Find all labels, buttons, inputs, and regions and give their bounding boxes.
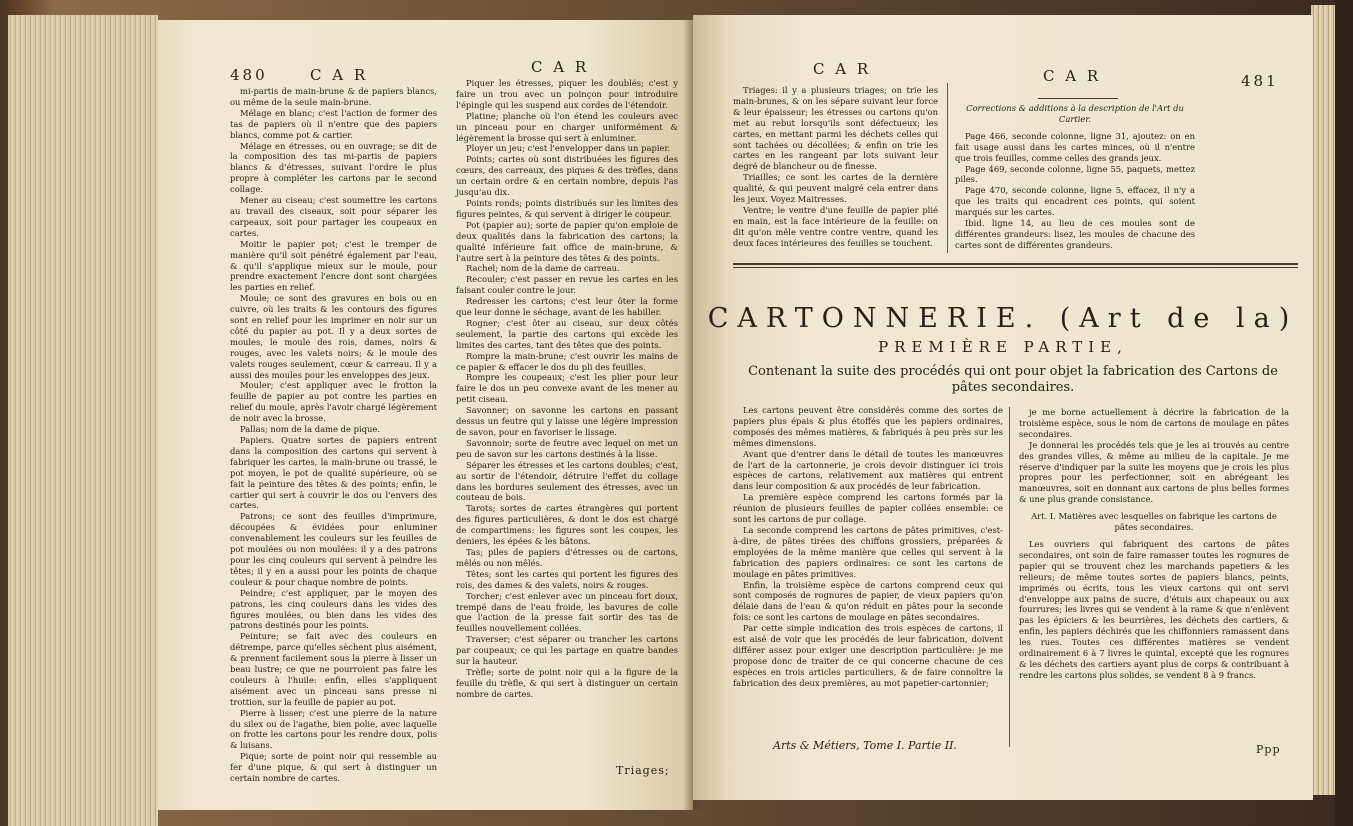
section-title: CARTONNERIE. (Art de la) bbox=[707, 303, 1299, 334]
entry: Têtes; sont les cartes qui portent les figures des rois, des dames & des valets, noirs & rouges. bbox=[456, 568, 678, 590]
running-head-right-1: C A R bbox=[813, 60, 872, 78]
right-page bbox=[693, 15, 1313, 800]
correction: Page 470, seconde colonne, ligne 5, effacez, il n'y a que les traits qui encadrent ces points, qui soient marqués sur les cartes. bbox=[955, 185, 1195, 218]
entry: Triailles; ce sont les cartes de la dernière qualité, & qui peuvent malgré cela entrer dans les jeux. Voyez Maitresses. bbox=[733, 172, 938, 205]
entry: Ployer un jeu; c'est l'envelopper dans un papier. bbox=[466, 143, 671, 154]
corrections-rule bbox=[1038, 98, 1118, 99]
signature-mark: Ppp bbox=[1256, 743, 1281, 756]
entry: mi-partis de main-brune & de papiers blancs, ou même de la seule main-brune. bbox=[230, 86, 437, 107]
entry: Rogner; c'est ôter au ciseau, sur deux côtés seulement, la partie des cartons qui excède les limites des cartes, tant des têtes que des points. bbox=[456, 317, 678, 350]
section-rule-thick bbox=[733, 263, 1298, 265]
running-head-left: C A R bbox=[310, 66, 369, 84]
body-column-1 bbox=[733, 405, 1003, 689]
entry: Savonner; on savonne les cartons en passant dessus un feutre qui y laisse une légère impression de savon, pour en favoriser le lissage. bbox=[456, 405, 678, 437]
running-head-right-2: C A R bbox=[1043, 67, 1102, 85]
entry: Savonnoir; sorte de feutre avec lequel on met un peu de savon sur les cartons destinés à la lisse. bbox=[456, 437, 678, 459]
entry: Moitir le papier pot; c'est le tremper de manière qu'il soit pénétré également par l'eau, & qu'il s'applique mieux sur le moule, pour prendre exactement l'encre dont sont chargées les parties en relief. bbox=[230, 238, 437, 293]
page-edges-left bbox=[8, 15, 158, 826]
entry: Moule; ce sont des gravures en bois ou en cuivre, où les traits & les contours des figures sont en relief pour les imprimer en noir sur un côté du papier au pot. Il y a deux sortes de moules, le moule des rois, dames, noirs & rouges, avec les valets noirs; & le moule des valets rouges seulement, cœur & carreau. Il y a aussi des moules pour les enveloppes des jeux. bbox=[230, 293, 437, 380]
page-number-right: 481 bbox=[1241, 72, 1279, 90]
section-subtitle: PREMIÈRE PARTIE, bbox=[878, 338, 1128, 356]
left-page bbox=[158, 20, 693, 810]
entry: Pique; sorte de point noir qui ressemble au fer d'une pique, & qui sert à distinguer un certain nombre de cartes. bbox=[230, 751, 437, 784]
entry: Platine; planche où l'on étend les couleurs avec un pinceau pour en charger uniformément & légèrement la brosse qui sert à enluminer. bbox=[456, 110, 678, 143]
article-heading: Art. I. Matières avec lesquelles on fabrique les cartons de pâtes secondaires. bbox=[1031, 511, 1277, 533]
paragraph: La première espèce comprend les cartons formés par la réunion de plusieurs feuilles de papier collées ensemble: ce sont les cartons de pur collage. bbox=[733, 492, 1003, 525]
entry: Peindre; c'est appliquer, par le moyen des patrons, les cinq couleurs dans les vides des figures moulées, ou bien dans les vides des patrons destinés pour les points. bbox=[230, 587, 437, 631]
entry: Points; cartes où sont distribuées les figures des cœurs, des carreaux, des piques & des trèfles, dans un certain ordre & en certain nombre, depuis l'as jusqu'au dix. bbox=[456, 154, 678, 198]
entry: Redresser les cartons; c'est leur ôter la forme que leur donne le séchage, avant de les habiller. bbox=[456, 296, 678, 318]
paragraph: Par cette simple indication des trois espèces de cartons, il est aisé de voir que les procédés de leur fabrication, doivent différer assez pour exiger une description particulière: je me propose donc de traiter de ce qui concerne chacune de ces espèces en trois articles particuliers, & de faire connoître la fabrication des deux premières, au mot papetier-cartonnier; bbox=[733, 623, 1003, 688]
entry: Ventre; le ventre d'une feuille de papier plié en main, est la face intérieure de la feuille: on dit qu'on mêle ventre contre ventre, quand les deux faces intérieures des feuilles se touchent. bbox=[733, 204, 938, 248]
entry: Pot (papier au); sorte de papier qu'on emploie de deux qualités dans la fabrication des cartons; la qualité inférieure fait office de main-brune, & l'autre sert à la peinture des têtes & des points. bbox=[456, 219, 678, 263]
entry: Rompre la main-brune; c'est ouvrir les mains de ce papier & effacer le dos du pli des feuilles. bbox=[456, 350, 678, 372]
entry: Séparer les étresses et les cartons doubles; c'est, au sortir de l'étendoir, détruire l'effet du collage dans les bordures seulement des étresses, avec un couteau de bois. bbox=[456, 459, 678, 503]
paragraph: Enfin, la troisième espèce de cartons comprend ceux qui sont composés de rognures de papier, de vieux papiers qu'on délaie dans de l'eau & qu'on réduit en pâtes pour la seconde fois: ce sont les cartons de moulage en pâtes secondaires. bbox=[733, 579, 1003, 623]
entry: Rachel; nom de la dame de carreau. bbox=[466, 263, 620, 274]
entry: Peinture; se fait avec des couleurs en détrempe, parce qu'elles sèchent plus aisément, & prennent facilement sous la pierre à lisser un beau lustre; ce que ne pourroient pas faire les couleurs à l'huile: enfin, elles s'appliquent aisément avec un pinceau sans presse ni trottion, sur la feuille de papier au pot. bbox=[230, 631, 437, 707]
footer-note: Arts & Métiers, Tome I. Partie II. bbox=[773, 739, 957, 752]
running-head-center: C A R bbox=[531, 58, 590, 76]
entry: Mener au ciseau; c'est soumettre les cartons au travail des ciseaux, soit pour séparer les carpeaux, soit pour partager les coupeaux en cartes. bbox=[230, 195, 437, 238]
paragraph: Les ouvriers qui fabriquent des cartons de pâtes secondaires, ont soin de faire ramasser toutes les rognures de papier qui se trouvent chez les marchands papetiers & les relieurs; de même toutes sortes de papiers blancs, peints, imprimés ou écrits, tous les vieux cartons qui ont servi d'enveloppe aux pains de sucre, d'étuis aux chapeaux ou aux fourrures; les livres qui se vendent à la rame & que n'enlèvent pas les épiciers & les beurrières, les déchets des cartiers, & enfin, les papiers déchirés que les chiffonniers ramassent dans les rues. Toutes ces différentes matières se vendent ordinairement 6 à 7 livres le quintal, excepté que les rognures & les déchets des cartiers ayant plus de corps & contribuant à rendre les cartons plus solides, se vendent 8 à 9 francs. bbox=[1019, 538, 1289, 680]
left-column-2 bbox=[456, 78, 678, 700]
entry: Tarots; sortes de cartes étrangères qui portent des figures particulières, & dont le dos est chargé de compartimens: les figures sont les coupes, les deniers, les épées & les bâtons. bbox=[456, 503, 678, 547]
entry: Pallas; nom de la dame de pique. bbox=[240, 424, 381, 435]
paragraph: je me borne actuellement à décrire la fabrication de la troisième espèce, sous le nom de cartons de moulage en pâtes secondaires. bbox=[1019, 407, 1289, 439]
correction: Page 469, seconde colonne, ligne 55, paquets, mettez piles. bbox=[955, 163, 1195, 185]
paragraph: Les cartons peuvent être considérés comme des sortes de papiers plus épais & plus étoffés que les papiers ordinaires, composés des mêmes matières, & fabriqués à peu près sur les mêmes dimensions. bbox=[733, 405, 1003, 448]
entry: Recouler; c'est passer en revue les cartes en les faisant couler contre le jour. bbox=[456, 274, 678, 296]
entry: Papiers. Quatre sortes de papiers entrent dans la composition des cartons qui servent à fabriquer les cartes, la main-brune ou trassé, le pot moyen, le pot de qualité supérieure, où se fait la peinture des têtes & des points; enfin, le cartier qui sert à couvrir le dos ou l'envers des cartes. bbox=[230, 435, 437, 511]
left-column-1 bbox=[230, 86, 437, 784]
entry: Mélage en étresses, ou en ouvrage; se dit de la composition des tas mi-partis de papiers blancs & d'étresses, suivant l'ordre le plus propre à compléter les cartons par le second collage. bbox=[230, 140, 437, 195]
paragraph: Avant que d'entrer dans le détail de toutes les manœuvres de l'art de la cartonnerie, je crois devoir distinguer ici trois espèces de cartons, relativement aux matières qui entrent dans leur composition & aux procédés de leur fabrication. bbox=[733, 448, 1003, 492]
corrections-title: Corrections & additions à la description de l'Art du Cartier. bbox=[966, 103, 1184, 124]
entry: Mélage en blanc; c'est l'action de former des tas de papiers où il n'entre que des papiers blancs, comme pot & cartier. bbox=[230, 107, 437, 140]
paragraph: Je donnerai les procédés tels que je les ai trouvés au centre des grandes villes, & même au milieu de la capitale. Je me réserve d'indiquer par la suite les moyens que je crois les plus propres pour les perfectionner, soit en abrégeant les manœuvres, soit en donnant aux cartons de plus belles formes & une plus grande consistance. bbox=[1019, 439, 1289, 505]
entry: Piquer les étresses, piquer les doublés; c'est y faire un trou avec un poinçon pour introduire l'épingle qui les suspend aux cordes de l'étendoir. bbox=[456, 78, 678, 110]
correction: Page 466, seconde colonne, ligne 31, ajoutez: on en fait usage aussi dans les cartes minces, où il n'entre que trois feuilles, comme celles des grands jeux. bbox=[955, 130, 1195, 163]
corrections-column bbox=[955, 103, 1195, 251]
right-top-column-1 bbox=[733, 85, 938, 249]
body-column-2 bbox=[1019, 407, 1289, 681]
column-divider bbox=[947, 83, 948, 253]
entry: Triages: il y a plusieurs triages; on trie les main-brunes, & on les sépare suivant leur force & leur épaisseur; les étresses ou cartons qu'on met au rebut lorsqu'ils sont défectueux; les cartes, en mettant parmi les déchets celles qui sont tachées ou décollées; & enfin on trie les cartes en les rangeant par lots suivant leur degré de blancheur ou de finesse. bbox=[733, 85, 938, 172]
body-column-divider bbox=[1009, 407, 1010, 747]
entry: Points ronds; points distribués sur les limites des figures peintes, & qui servent à diriger le coupeur. bbox=[456, 197, 678, 219]
entry: Torcher; c'est enlever avec un pinceau fort doux, trempé dans de l'eau froide, les bavures de colle que l'action de la presse fait sortir des tas de feuilles nouvellement collées. bbox=[456, 590, 678, 634]
catchword: Triages; bbox=[616, 764, 670, 777]
entry: Mouler; c'est appliquer avec le frotton la feuille de papier au pot contre les parties en relief du moule, après l'avoir chargé légèrement de noir avec la brosse. bbox=[230, 380, 437, 424]
page-edges-right bbox=[1311, 5, 1337, 795]
entry: Tas; piles de papiers d'étresses ou de cartons, mêlés ou non mêlés. bbox=[456, 546, 678, 568]
correction: Ibid. ligne 14, au lieu de ces moules sont de différentes grandeurs: lisez, les moules de chacune des cartes sont de différentes grandeurs. bbox=[955, 218, 1195, 250]
section-lead: Contenant la suite des procédés qui ont pour objet la fabrication des Cartons de pâtes secondaires. bbox=[748, 364, 1278, 395]
section-rule-thin bbox=[733, 267, 1298, 268]
page-number-left: 480 bbox=[230, 66, 268, 84]
entry: Pierre à lisser; c'est une pierre de la nature du silex ou de l'agathe, bien polie, avec laquelle on frotte les cartons pour les rendre doux, polis & luisans. bbox=[230, 707, 437, 751]
entry: Traverser; c'est séparer ou trancher les cartons par coupeaux; ce qui les partage en quatre bandes sur la hauteur. bbox=[456, 634, 678, 667]
entry: Rompre les coupeaux; c'est les plier pour leur faire le dos un peu convexe avant de les mener au petit ciseau. bbox=[456, 372, 678, 405]
book-cover-edge bbox=[1335, 0, 1353, 826]
entry: Trèfle; sorte de point noir qui a la figure de la feuille du trèfle, & qui sert à distinguer un certain nombre de cartes. bbox=[456, 666, 678, 699]
paragraph: La seconde comprend les cartons de pâtes primitives, c'est-à-dire, de pâtes tirées des chiffons grossiers, préparées & employées de la même manière que celles qui servent à la fabrication des papiers ordinaires: ce sont les cartons de moulage en pâtes primitives. bbox=[733, 524, 1003, 579]
entry: Patrons; ce sont des feuilles d'imprimure, découpées & évidées pour enluminer convenablement les couleurs sur les feuilles de pot moulées ou non moulées: il y a des patrons pour les cinq couleurs qui servent à peindre les têtes; il y en a aussi pour les points de chaque couleur & pour chaque nombre de points. bbox=[230, 511, 437, 587]
